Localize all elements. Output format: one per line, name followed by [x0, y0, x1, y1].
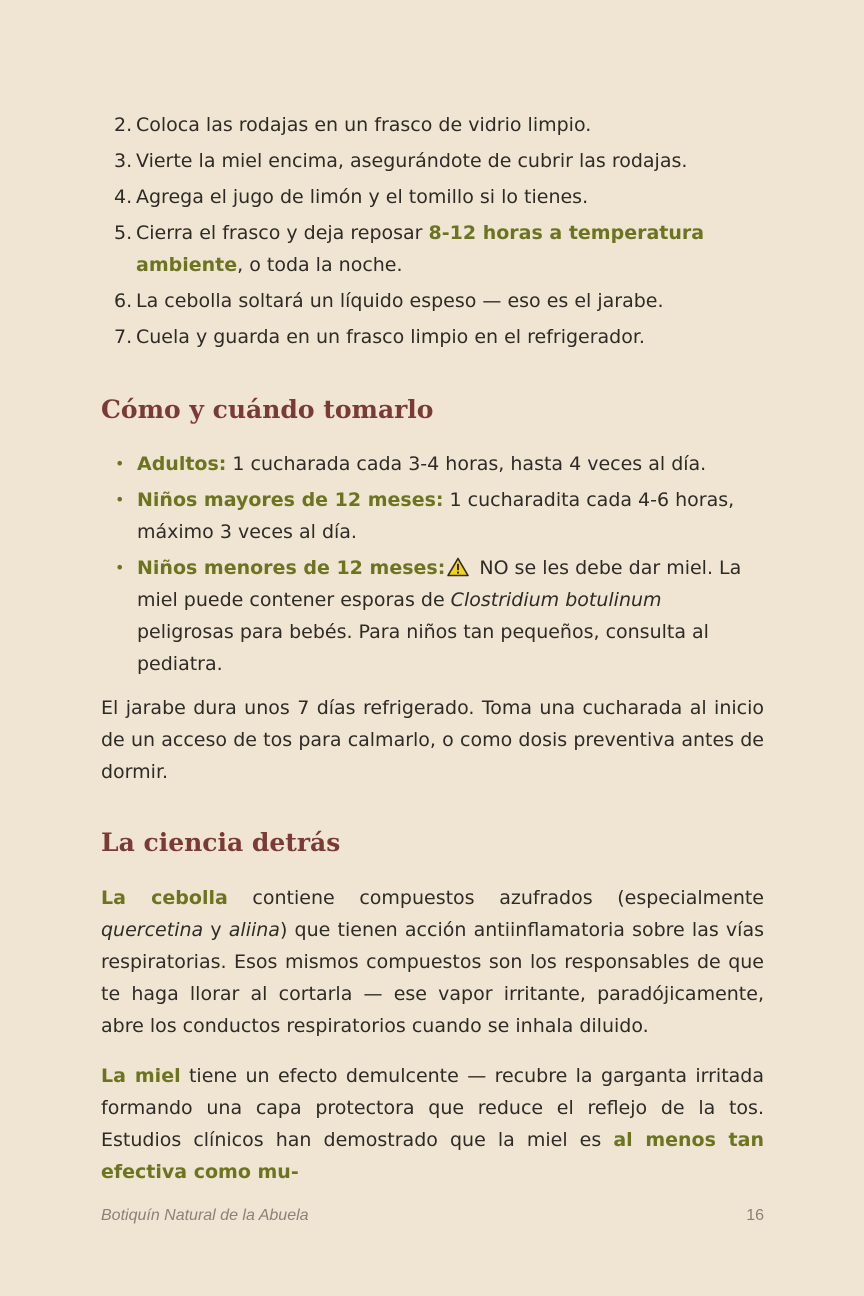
bullet-icon: • [115, 558, 125, 577]
storage-paragraph: El jarabe dura unos 7 días refrigerado. Toma una cucharada al inicio de un acceso de tos para calmarlo, o como dosis preventiva antes de dormir. [101, 697, 764, 783]
bullet-icon: • [115, 490, 125, 509]
list-item: • Niños menores de 12 meses: NO se les debe dar miel. La miel puede contener esporas de Clostridium botulinum peligrosas para bebés. Para niños tan pequeños, consulta al pediatra. [137, 552, 764, 680]
list-item: 7. Cuela y guarda en un frasco limpio en el refrigerador. [114, 326, 645, 348]
warning-icon [447, 557, 469, 577]
list-item: 3. Vierte la miel encima, asegurándote de cubrir las rodajas. [114, 150, 688, 172]
list-item: 2. Coloca las rodajas en un frasco de vidrio limpio. [114, 114, 592, 136]
honey-paragraph: La miel tiene un efecto demulcente — recubre la garganta irritada formando una capa protectora que reduce el reflejo de la tos. Estudios clínicos han demostrado que la miel es al menos tan efectiva como mu- [101, 1065, 764, 1183]
highlight-text: 8-12 horas a temperatura ambiente [136, 222, 705, 276]
list-item: • Niños mayores de 12 meses: 1 cucharadita cada 4-6 horas, máximo 3 veces al día. [137, 484, 764, 548]
list-item: 6. La cebolla soltará un líquido espeso — eso es el jarabe. [114, 290, 664, 312]
section-heading-ciencia: La ciencia detrás [101, 828, 341, 857]
list-item: 5. Cierra el frasco y deja reposar 8-12 horas a temperatura ambiente, o toda la noche. [114, 222, 705, 276]
list-item: 4. Agrega el jugo de limón y el tomillo si lo tienes. [114, 186, 589, 208]
page-footer [101, 1207, 764, 1225]
page-content [101, 109, 764, 1188]
list-item: • Adultos: 1 cucharada cada 3-4 horas, hasta 4 veces al día. [137, 448, 764, 480]
bullet-icon: • [115, 454, 125, 473]
steps-list [101, 109, 764, 353]
book-title: Botiquín Natural de la Abuela [101, 1207, 309, 1224]
page-number: 16 [746, 1207, 764, 1224]
section-heading-como: Cómo y cuándo tomarlo [101, 395, 434, 424]
dosage-list [101, 448, 764, 680]
onion-paragraph: La cebolla contiene compuestos azufrados (especialmente quercetina y aliina) que tienen acción antiinflamatoria sobre las vías respiratorias. Esos mismos compuestos son los responsables de que te haga llorar al cortarla — ese vapor irritante, paradójicamente, abre los conductos respiratorios cuando se inhala diluido. [101, 887, 764, 1037]
